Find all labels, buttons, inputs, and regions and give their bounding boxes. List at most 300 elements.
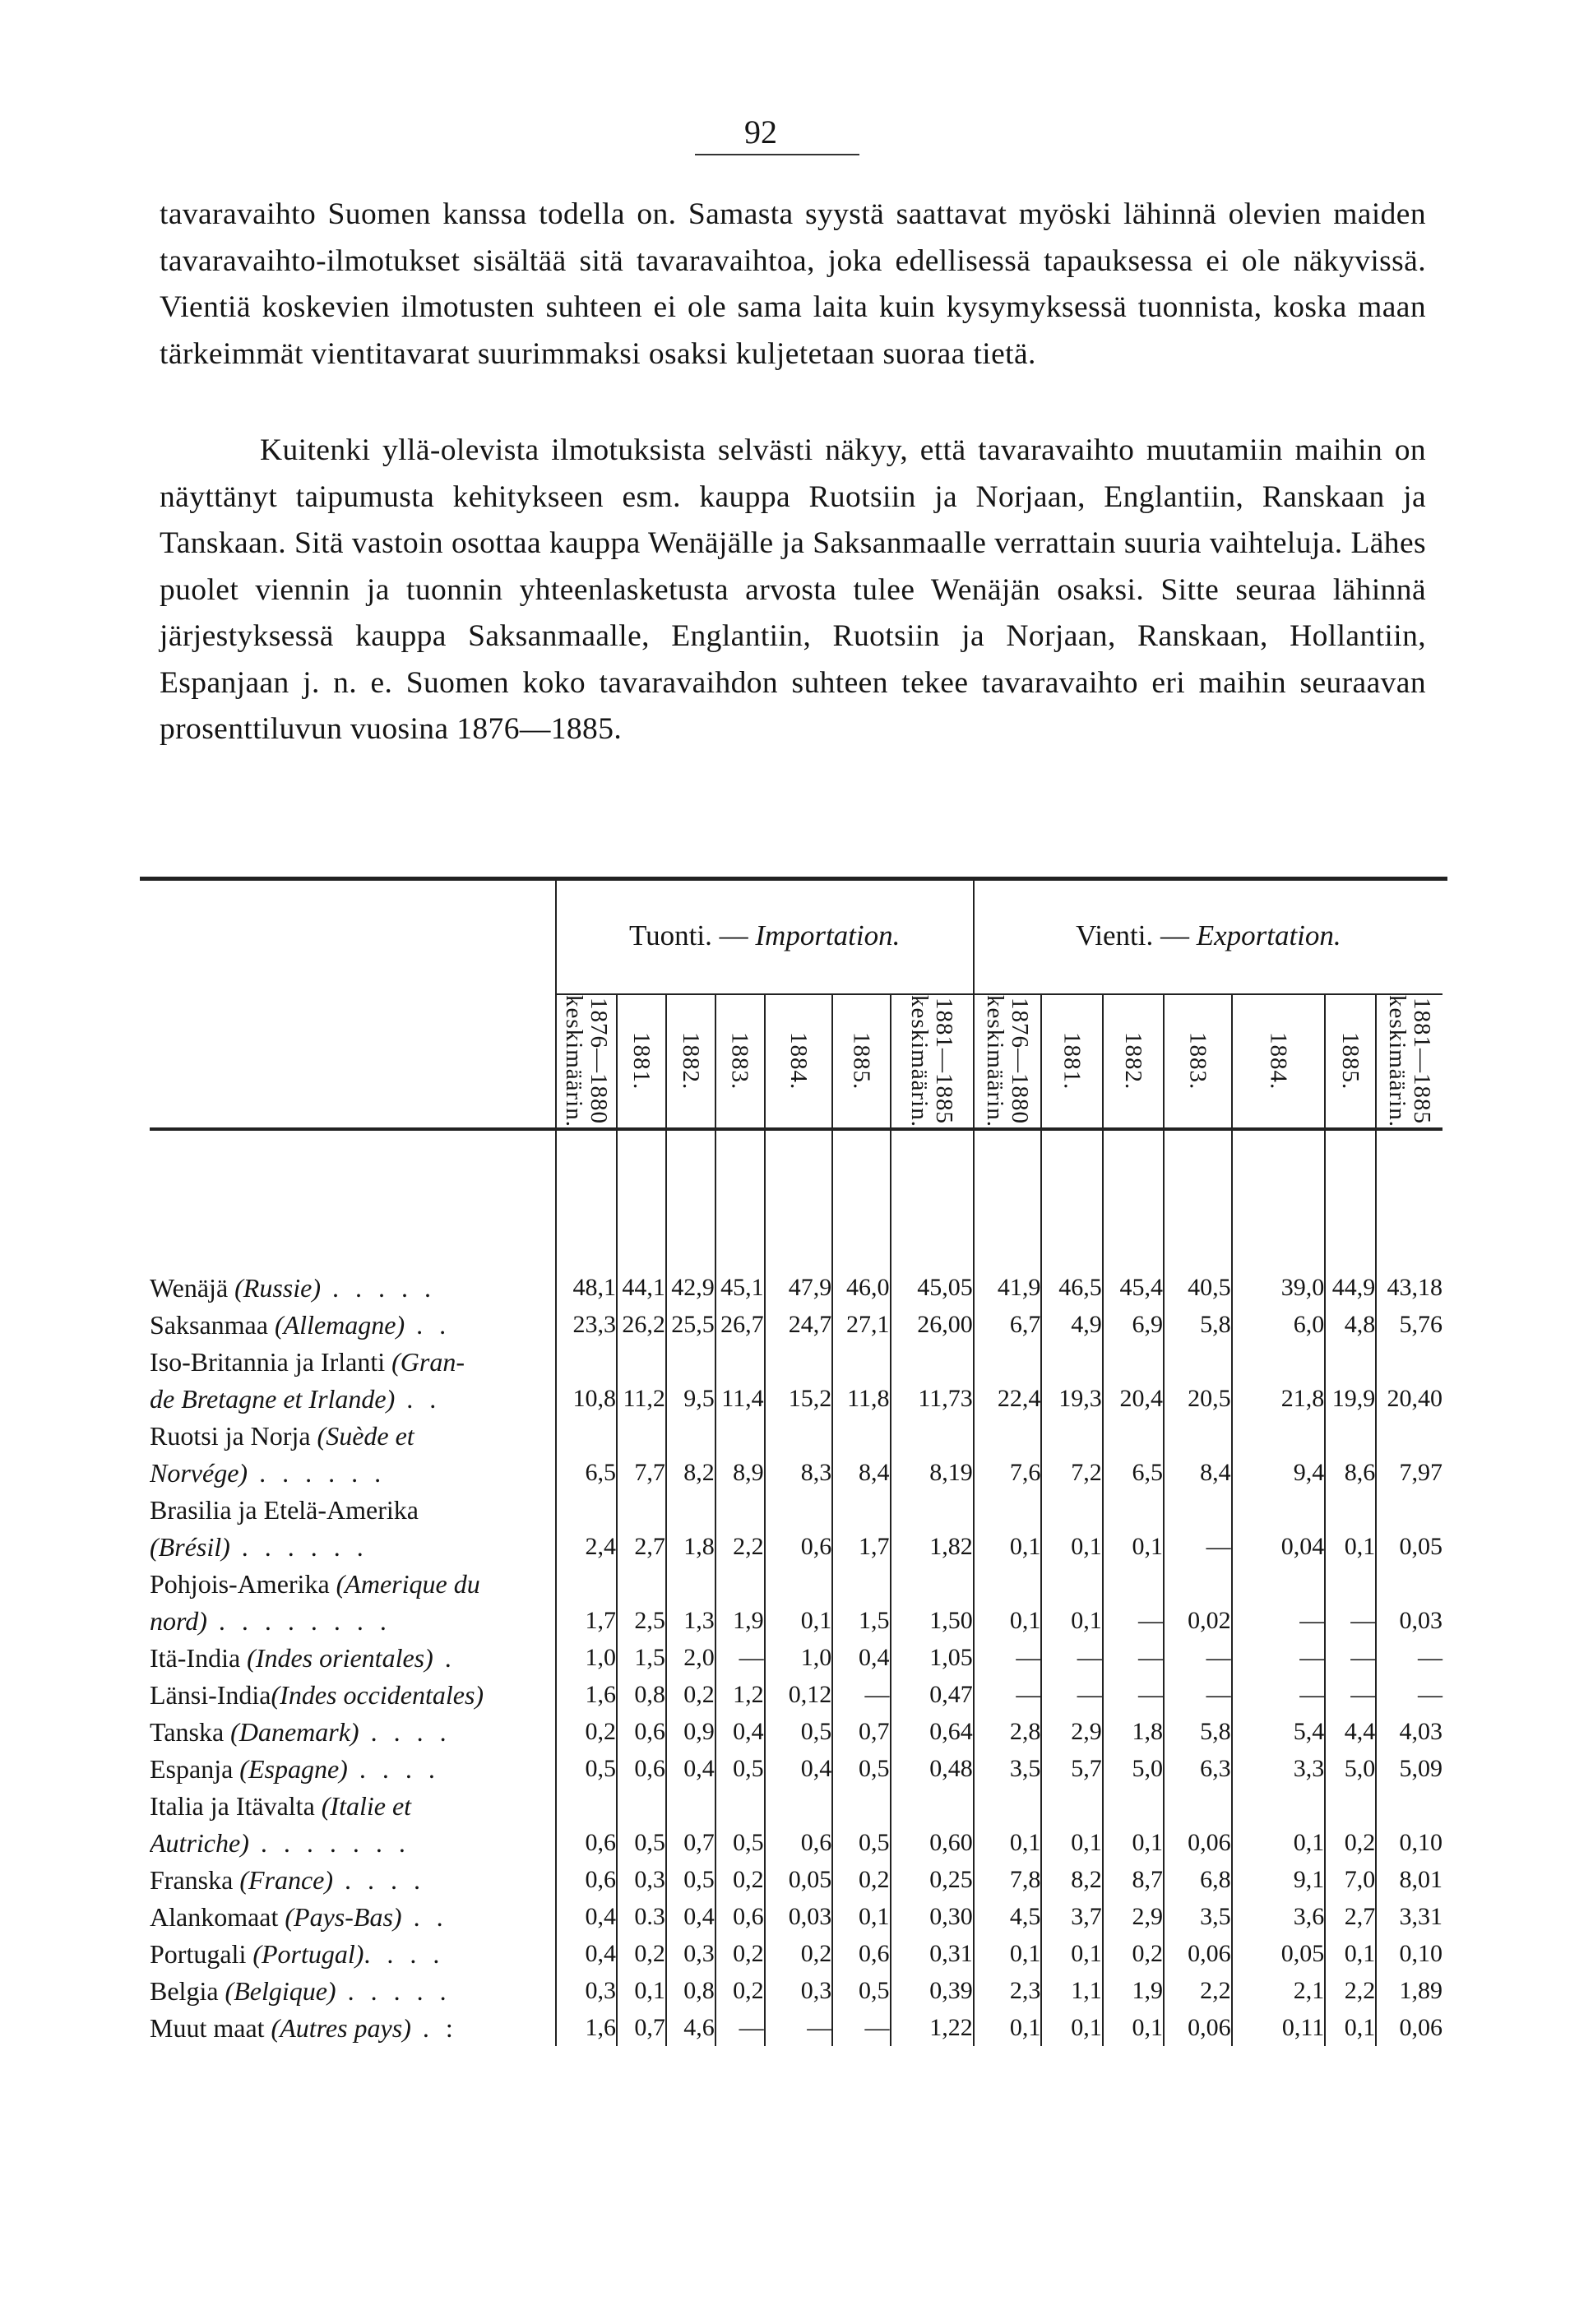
export-value-cell: 5,8 bbox=[1164, 1306, 1232, 1343]
import-value-cell: 0,12 bbox=[765, 1676, 833, 1713]
export-value-cell bbox=[1232, 1343, 1326, 1380]
export-value-cell bbox=[1103, 1417, 1164, 1454]
export-value-cell: 8,2 bbox=[1041, 1861, 1102, 1898]
import-col-head-label bbox=[678, 1032, 703, 1090]
import-value-cell: 10,8 bbox=[556, 1380, 617, 1417]
import-value-cell: — bbox=[715, 2009, 765, 2046]
export-col-head-label bbox=[1060, 1032, 1085, 1090]
export-value-cell: 2,2 bbox=[1164, 1972, 1232, 2009]
import-value-cell bbox=[891, 1343, 974, 1380]
col-head-line: 1883. bbox=[726, 1032, 753, 1090]
country-name-fr: (Indes occidentales) bbox=[271, 1679, 484, 1710]
table-row bbox=[150, 1343, 1442, 1380]
export-value-cell bbox=[1164, 1491, 1232, 1528]
spacer-cell bbox=[832, 1129, 890, 1269]
export-value-cell bbox=[1041, 1491, 1102, 1528]
export-value-cell: — bbox=[1325, 1676, 1376, 1713]
col-head-line: 1885. bbox=[1337, 1032, 1364, 1090]
table-row bbox=[150, 1935, 1442, 1972]
export-value-cell bbox=[1376, 1343, 1442, 1380]
country-label bbox=[150, 1454, 556, 1491]
import-value-cell: 2,4 bbox=[556, 1528, 617, 1565]
import-value-cell: 15,2 bbox=[765, 1380, 833, 1417]
import-value-cell bbox=[556, 1417, 617, 1454]
country-name: Iso-Britannia ja Irlanti bbox=[150, 1346, 392, 1377]
col-head-line: keskimäärin. bbox=[906, 995, 933, 1127]
export-value-cell: 4,03 bbox=[1376, 1713, 1442, 1750]
import-value-cell: 0,2 bbox=[666, 1676, 715, 1713]
country-name-fr: (Gran- bbox=[391, 1346, 465, 1377]
export-value-cell: — bbox=[1325, 1639, 1376, 1676]
country-name: Italia ja Itävalta bbox=[150, 1790, 322, 1821]
export-value-cell: 8,6 bbox=[1325, 1454, 1376, 1491]
export-value-cell bbox=[1041, 1417, 1102, 1454]
import-value-cell: 0,4 bbox=[556, 1898, 617, 1935]
import-value-cell: 0,2 bbox=[617, 1935, 666, 1972]
import-value-cell: 1,7 bbox=[556, 1602, 617, 1639]
export-value-cell: 3,5 bbox=[974, 1750, 1042, 1787]
import-value-cell bbox=[891, 1565, 974, 1602]
import-value-cell: 0,6 bbox=[715, 1898, 765, 1935]
export-value-cell: 6,3 bbox=[1164, 1750, 1232, 1787]
import-value-cell: 0,39 bbox=[891, 1972, 974, 2009]
export-col-head-label bbox=[1185, 1032, 1210, 1090]
export-value-cell: 44,9 bbox=[1325, 1269, 1376, 1306]
country-name-fr: (Danemark) bbox=[230, 1716, 359, 1747]
country-label bbox=[150, 1676, 556, 1713]
col-head-line: 1881—1885 bbox=[1409, 998, 1436, 1125]
import-value-cell: 0,60 bbox=[891, 1824, 974, 1861]
import-value-cell bbox=[891, 1491, 974, 1528]
export-value-cell: 4,5 bbox=[974, 1898, 1042, 1935]
import-value-cell: 0,8 bbox=[666, 1972, 715, 2009]
import-value-cell: 2,2 bbox=[715, 1528, 765, 1565]
import-value-cell: — bbox=[715, 1639, 765, 1676]
spacer-cell bbox=[974, 1129, 1042, 1269]
export-value-cell: 6,8 bbox=[1164, 1861, 1232, 1898]
paragraph-2-text: Kuitenki yllä-olevista ilmotuksista selvästi näkyy, että tavaravaihto muutamiin maihin on näyttänyt taipumusta kehitykseen esm. kauppa Ruotsiin ja Norjaan, Englantiin, Ranskaan ja Tanskaan. Sitä vastoin osottaa kauppa Wenäjälle ja Saksanmaalle verrattain suuria vaihteluja. Lähes puolet viennin ja tuonnin yhteenlasketusta arvosta tulee Wenäjän osaksi. Sitte seuraa lähinnä järjestyksessä kauppa Saksanmaalle, Englantiin, Ruotsiin ja Norjaan, Ranskaan, Hollantiin, Espanjaan j. n. e. Suomen koko tavaravaihdon suhteen tekee tavaravaihto eri maihin seuraavan prosenttiluvun vuosina 1876—1885. bbox=[160, 433, 1426, 746]
export-value-cell: 2,9 bbox=[1041, 1713, 1102, 1750]
export-col-head-0 bbox=[974, 994, 1042, 1129]
country-label bbox=[150, 1343, 556, 1380]
export-value-cell: — bbox=[1376, 1676, 1442, 1713]
import-value-cell: 0,4 bbox=[666, 1898, 715, 1935]
export-value-cell: 5,0 bbox=[1103, 1750, 1164, 1787]
import-value-cell: 8,19 bbox=[891, 1454, 974, 1491]
import-value-cell bbox=[832, 1491, 890, 1528]
import-value-cell: 0,1 bbox=[832, 1898, 890, 1935]
country-name: Alankomaat bbox=[150, 1901, 285, 1932]
table-row bbox=[150, 1898, 1442, 1935]
import-value-cell: 0,5 bbox=[715, 1750, 765, 1787]
export-value-cell: 5,0 bbox=[1325, 1750, 1376, 1787]
export-value-cell: 20,4 bbox=[1103, 1380, 1164, 1417]
export-value-cell: 9,4 bbox=[1232, 1454, 1326, 1491]
import-value-cell: 1,7 bbox=[832, 1528, 890, 1565]
import-value-cell bbox=[617, 1565, 666, 1602]
export-value-cell: 0,1 bbox=[974, 1824, 1042, 1861]
import-value-cell: 1,50 bbox=[891, 1602, 974, 1639]
country-name-fr: (Espagne) bbox=[239, 1753, 348, 1784]
export-value-cell: — bbox=[1164, 1676, 1232, 1713]
leader-dots: . . . . . bbox=[321, 1272, 436, 1303]
import-value-cell: 0,3 bbox=[556, 1972, 617, 2009]
import-value-cell: 2,0 bbox=[666, 1639, 715, 1676]
import-value-cell: 0,6 bbox=[617, 1750, 666, 1787]
col-head-line: 1884. bbox=[1265, 1032, 1292, 1090]
import-value-cell: 0,6 bbox=[765, 1528, 833, 1565]
export-value-cell: 0,1 bbox=[974, 2009, 1042, 2046]
import-value-cell bbox=[715, 1417, 765, 1454]
import-value-cell: 0,6 bbox=[556, 1861, 617, 1898]
leader-dots: . . . . bbox=[359, 1716, 452, 1747]
country-name-fr: (Pays-Bas) bbox=[285, 1901, 402, 1932]
col-head-line: keskimäärin. bbox=[560, 995, 587, 1127]
export-value-cell: 7,2 bbox=[1041, 1454, 1102, 1491]
export-value-cell bbox=[1325, 1491, 1376, 1528]
import-value-cell: 0,2 bbox=[556, 1713, 617, 1750]
import-value-cell: 0.3 bbox=[617, 1898, 666, 1935]
col-head-line: 1876—1880 bbox=[1007, 998, 1034, 1125]
import-value-cell: 1,9 bbox=[715, 1602, 765, 1639]
export-value-cell: 46,5 bbox=[1041, 1269, 1102, 1306]
export-value-cell: 45,4 bbox=[1103, 1269, 1164, 1306]
import-value-cell: 0,6 bbox=[556, 1824, 617, 1861]
export-value-cell bbox=[974, 1565, 1042, 1602]
import-value-cell bbox=[666, 1787, 715, 1824]
export-value-cell: 5,8 bbox=[1164, 1713, 1232, 1750]
export-value-cell: 0,1 bbox=[974, 1528, 1042, 1565]
import-col-head-label bbox=[562, 995, 611, 1127]
export-value-cell: 6,7 bbox=[974, 1306, 1042, 1343]
spacer-cell bbox=[150, 1129, 556, 1269]
import-value-cell: 1,0 bbox=[556, 1639, 617, 1676]
country-name-fr: (Brésil) bbox=[150, 1531, 230, 1562]
country-label bbox=[150, 2009, 556, 2046]
country-name-fr: (Italie et bbox=[321, 1790, 412, 1821]
country-label bbox=[150, 1861, 556, 1898]
col-head-line: 1884. bbox=[785, 1032, 812, 1090]
import-value-cell: 0,6 bbox=[617, 1713, 666, 1750]
col-head-line: 1881. bbox=[627, 1032, 655, 1090]
import-col-head-4 bbox=[765, 994, 833, 1129]
export-value-cell: 40,5 bbox=[1164, 1269, 1232, 1306]
export-value-cell bbox=[1041, 1787, 1102, 1824]
country-name: Pohjois-Amerika bbox=[150, 1568, 336, 1599]
import-value-cell bbox=[556, 1491, 617, 1528]
table-row bbox=[150, 1824, 1442, 1861]
export-value-cell bbox=[1103, 1565, 1164, 1602]
import-value-cell: 0,31 bbox=[891, 1935, 974, 1972]
import-value-cell: 44,1 bbox=[617, 1269, 666, 1306]
country-name: Muut maat bbox=[150, 2012, 271, 2043]
import-value-cell: 26,7 bbox=[715, 1306, 765, 1343]
col-head-line: 1876—1880 bbox=[585, 998, 612, 1125]
col-head-line: 1882. bbox=[1119, 1032, 1146, 1090]
export-value-cell: 0,1 bbox=[1103, 2009, 1164, 2046]
import-value-cell: — bbox=[832, 1676, 890, 1713]
export-col-head-label bbox=[1385, 995, 1434, 1127]
leader-dots: . . . . . . . bbox=[248, 1827, 410, 1858]
export-value-cell bbox=[1376, 1565, 1442, 1602]
import-value-cell: 45,05 bbox=[891, 1269, 974, 1306]
export-value-cell bbox=[1325, 1565, 1376, 1602]
import-value-cell: 48,1 bbox=[556, 1269, 617, 1306]
table-row bbox=[150, 1639, 1442, 1676]
import-col-head-2 bbox=[666, 994, 715, 1129]
trade-percentage-table bbox=[150, 878, 1442, 2046]
export-value-cell: — bbox=[1103, 1676, 1164, 1713]
import-col-head-label bbox=[907, 995, 956, 1127]
country-label bbox=[150, 1528, 556, 1565]
import-value-cell bbox=[715, 1787, 765, 1824]
export-value-cell: 19,9 bbox=[1325, 1380, 1376, 1417]
import-value-cell: 42,9 bbox=[666, 1269, 715, 1306]
import-value-cell: 47,9 bbox=[765, 1269, 833, 1306]
import-value-cell bbox=[715, 1565, 765, 1602]
import-value-cell: 0,7 bbox=[832, 1713, 890, 1750]
export-value-cell: 6,5 bbox=[1103, 1454, 1164, 1491]
leader-dots: . . . . . . bbox=[229, 1531, 368, 1562]
spacer-cell bbox=[1376, 1129, 1442, 1269]
country-name: Franska bbox=[150, 1864, 240, 1895]
import-value-cell bbox=[765, 1787, 833, 1824]
export-value-cell bbox=[1164, 1787, 1232, 1824]
export-value-cell: 2,9 bbox=[1103, 1898, 1164, 1935]
country-name: Espanja bbox=[150, 1753, 240, 1784]
export-value-cell: 0,06 bbox=[1164, 2009, 1232, 2046]
export-value-cell: 0,1 bbox=[1041, 1602, 1102, 1639]
export-value-cell: 1,9 bbox=[1103, 1972, 1164, 2009]
import-value-cell: 0,48 bbox=[891, 1750, 974, 1787]
export-value-cell: 1,89 bbox=[1376, 1972, 1442, 2009]
export-value-cell: 8,7 bbox=[1103, 1861, 1164, 1898]
export-value-cell: 4,9 bbox=[1041, 1306, 1102, 1343]
import-value-cell: 2,7 bbox=[617, 1528, 666, 1565]
col-head-line: 1881. bbox=[1058, 1032, 1086, 1090]
export-value-cell bbox=[1041, 1343, 1102, 1380]
leader-dots: . bbox=[433, 1642, 456, 1673]
import-value-cell: 7,7 bbox=[617, 1454, 666, 1491]
spacer-cell bbox=[617, 1129, 666, 1269]
country-name-fr: (Belgique) bbox=[225, 1975, 336, 2006]
export-value-cell: 22,4 bbox=[974, 1380, 1042, 1417]
import-value-cell bbox=[715, 1343, 765, 1380]
table-row bbox=[150, 1380, 1442, 1417]
spacer-cell bbox=[1164, 1129, 1232, 1269]
export-value-cell: 0,1 bbox=[1041, 1528, 1102, 1565]
import-value-cell bbox=[556, 1787, 617, 1824]
export-value-cell: 41,9 bbox=[974, 1269, 1042, 1306]
country-label bbox=[150, 1306, 556, 1343]
leader-dots: . . . . bbox=[364, 1938, 445, 1969]
table-row bbox=[150, 1565, 1442, 1602]
import-value-cell: 0,4 bbox=[832, 1639, 890, 1676]
spacer-cell bbox=[1103, 1129, 1164, 1269]
country-name: Portugali bbox=[150, 1938, 253, 1969]
export-value-cell: 0,11 bbox=[1232, 2009, 1326, 2046]
export-value-cell: — bbox=[1103, 1639, 1164, 1676]
import-value-cell: — bbox=[765, 2009, 833, 2046]
export-value-cell: — bbox=[1376, 1639, 1442, 1676]
export-value-cell: — bbox=[1164, 1528, 1232, 1565]
leader-dots: . . . . bbox=[333, 1864, 426, 1895]
table-row bbox=[150, 1306, 1442, 1343]
export-col-head-5 bbox=[1325, 994, 1376, 1129]
import-value-cell: 4,6 bbox=[666, 2009, 715, 2046]
export-value-cell: 0,1 bbox=[974, 1602, 1042, 1639]
spacer-cell bbox=[765, 1129, 833, 1269]
country-label bbox=[150, 1787, 556, 1824]
import-value-cell: 0,7 bbox=[617, 2009, 666, 2046]
country-name: Saksanmaa bbox=[150, 1309, 275, 1340]
leader-dots: . . . . . . bbox=[248, 1457, 387, 1488]
country-name: Länsi-India bbox=[150, 1679, 271, 1710]
import-value-cell bbox=[556, 1565, 617, 1602]
import-col-head-5 bbox=[832, 994, 890, 1129]
export-value-cell: 2,8 bbox=[974, 1713, 1042, 1750]
import-value-cell: 0,7 bbox=[666, 1824, 715, 1861]
leader-dots: . . bbox=[395, 1383, 442, 1414]
table-row bbox=[150, 1491, 1442, 1528]
country-name-fr: nord) bbox=[150, 1605, 207, 1636]
export-value-cell: 3,5 bbox=[1164, 1898, 1232, 1935]
export-value-cell bbox=[1376, 1787, 1442, 1824]
import-value-cell: 45,1 bbox=[715, 1269, 765, 1306]
import-value-cell: 9,5 bbox=[666, 1380, 715, 1417]
import-col-head-label bbox=[629, 1032, 654, 1090]
import-value-cell: 0,1 bbox=[765, 1602, 833, 1639]
import-value-cell: 25,5 bbox=[666, 1306, 715, 1343]
country-label bbox=[150, 1750, 556, 1787]
export-value-cell bbox=[1164, 1565, 1232, 1602]
export-value-cell: 0,10 bbox=[1376, 1935, 1442, 1972]
export-value-cell bbox=[1376, 1417, 1442, 1454]
import-value-cell: 0,5 bbox=[715, 1824, 765, 1861]
export-value-cell: 6,9 bbox=[1103, 1306, 1164, 1343]
leader-dots: . . . . . bbox=[336, 1975, 452, 2006]
export-value-cell: — bbox=[1041, 1676, 1102, 1713]
import-value-cell bbox=[891, 1787, 974, 1824]
export-col-head-2 bbox=[1103, 994, 1164, 1129]
import-value-cell: 1,6 bbox=[556, 2009, 617, 2046]
import-value-cell: 2,5 bbox=[617, 1602, 666, 1639]
spacer-cell bbox=[891, 1129, 974, 1269]
import-value-cell: 11,2 bbox=[617, 1380, 666, 1417]
export-col-head-4 bbox=[1232, 994, 1326, 1129]
export-value-cell: 0,1 bbox=[1325, 1935, 1376, 1972]
import-value-cell bbox=[666, 1491, 715, 1528]
export-value-cell: 7,6 bbox=[974, 1454, 1042, 1491]
page-number-rule bbox=[695, 154, 859, 155]
leader-dots: . . bbox=[405, 1309, 452, 1340]
import-value-cell: 0,5 bbox=[832, 1972, 890, 2009]
spacer-cell bbox=[666, 1129, 715, 1269]
export-value-cell: 3,7 bbox=[1041, 1898, 1102, 1935]
export-value-cell: 5,7 bbox=[1041, 1750, 1102, 1787]
export-value-cell: — bbox=[974, 1676, 1042, 1713]
leader-dots: . . . . bbox=[347, 1753, 440, 1784]
header-blank bbox=[150, 878, 556, 994]
import-value-cell: 8,9 bbox=[715, 1454, 765, 1491]
export-col-head-label bbox=[1121, 1032, 1146, 1090]
country-label bbox=[150, 1713, 556, 1750]
export-value-cell: 0,1 bbox=[1232, 1824, 1326, 1861]
country-name: Tanska bbox=[150, 1716, 231, 1747]
export-value-cell: 0,1 bbox=[1325, 2009, 1376, 2046]
export-value-cell: 7,0 bbox=[1325, 1861, 1376, 1898]
export-value-cell bbox=[1325, 1343, 1376, 1380]
leader-dots: . . . . . . . . bbox=[206, 1605, 391, 1636]
country-label bbox=[150, 1824, 556, 1861]
spacer-cell bbox=[556, 1129, 617, 1269]
table-row bbox=[150, 1417, 1442, 1454]
country-label bbox=[150, 1565, 556, 1602]
table-row bbox=[150, 1454, 1442, 1491]
country-name-fr: (Indes orientales) bbox=[247, 1642, 433, 1673]
import-col-head-label bbox=[849, 1032, 873, 1090]
country-name-fr: (Portugal) bbox=[252, 1938, 364, 1969]
import-value-cell: 0,03 bbox=[765, 1898, 833, 1935]
country-label bbox=[150, 1417, 556, 1454]
export-value-cell bbox=[1325, 1417, 1376, 1454]
import-value-cell bbox=[765, 1343, 833, 1380]
export-value-cell: 0,1 bbox=[1103, 1528, 1164, 1565]
import-value-cell: 23,3 bbox=[556, 1306, 617, 1343]
import-col-head-3 bbox=[715, 994, 765, 1129]
col-head-line: keskimäärin. bbox=[982, 995, 1009, 1127]
paragraph-2 bbox=[160, 428, 1426, 753]
import-value-cell: 0,2 bbox=[715, 1861, 765, 1898]
export-value-cell bbox=[1232, 1565, 1326, 1602]
import-value-cell: 0,2 bbox=[715, 1935, 765, 1972]
table-row bbox=[150, 1602, 1442, 1639]
import-value-cell: 0,4 bbox=[765, 1750, 833, 1787]
col-head-line: 1885. bbox=[848, 1032, 875, 1090]
import-value-cell: 0,3 bbox=[765, 1972, 833, 2009]
col-head-line: 1882. bbox=[677, 1032, 704, 1090]
import-col-head-label bbox=[728, 1032, 753, 1090]
export-value-cell: 5,09 bbox=[1376, 1750, 1442, 1787]
export-col-head-label bbox=[983, 995, 1032, 1127]
import-value-cell: 24,7 bbox=[765, 1306, 833, 1343]
import-value-cell bbox=[832, 1343, 890, 1380]
import-value-cell: 0,64 bbox=[891, 1713, 974, 1750]
export-value-cell bbox=[1041, 1565, 1102, 1602]
export-value-cell: 0,06 bbox=[1376, 2009, 1442, 2046]
export-value-cell: 6,0 bbox=[1232, 1306, 1326, 1343]
import-value-cell: 0,4 bbox=[715, 1713, 765, 1750]
import-col-head-label bbox=[786, 1032, 811, 1090]
export-value-cell: 7,97 bbox=[1376, 1454, 1442, 1491]
table-row bbox=[150, 1676, 1442, 1713]
country-label bbox=[150, 1380, 556, 1417]
import-value-cell: 0,6 bbox=[832, 1935, 890, 1972]
import-value-cell: 0,5 bbox=[832, 1824, 890, 1861]
country-name: Ruotsi ja Norja bbox=[150, 1420, 317, 1451]
col-head-line: keskimäärin. bbox=[1384, 995, 1411, 1127]
import-value-cell: 0,3 bbox=[617, 1861, 666, 1898]
export-col-head-1 bbox=[1041, 994, 1102, 1129]
import-value-cell: 0,3 bbox=[666, 1935, 715, 1972]
import-value-cell bbox=[715, 1491, 765, 1528]
table-row bbox=[150, 1750, 1442, 1787]
export-value-cell: 1,8 bbox=[1103, 1713, 1164, 1750]
country-name-fr: (Amerique du bbox=[336, 1568, 480, 1599]
spacer-cell bbox=[1325, 1129, 1376, 1269]
import-value-cell bbox=[891, 1417, 974, 1454]
table-row bbox=[150, 1861, 1442, 1898]
